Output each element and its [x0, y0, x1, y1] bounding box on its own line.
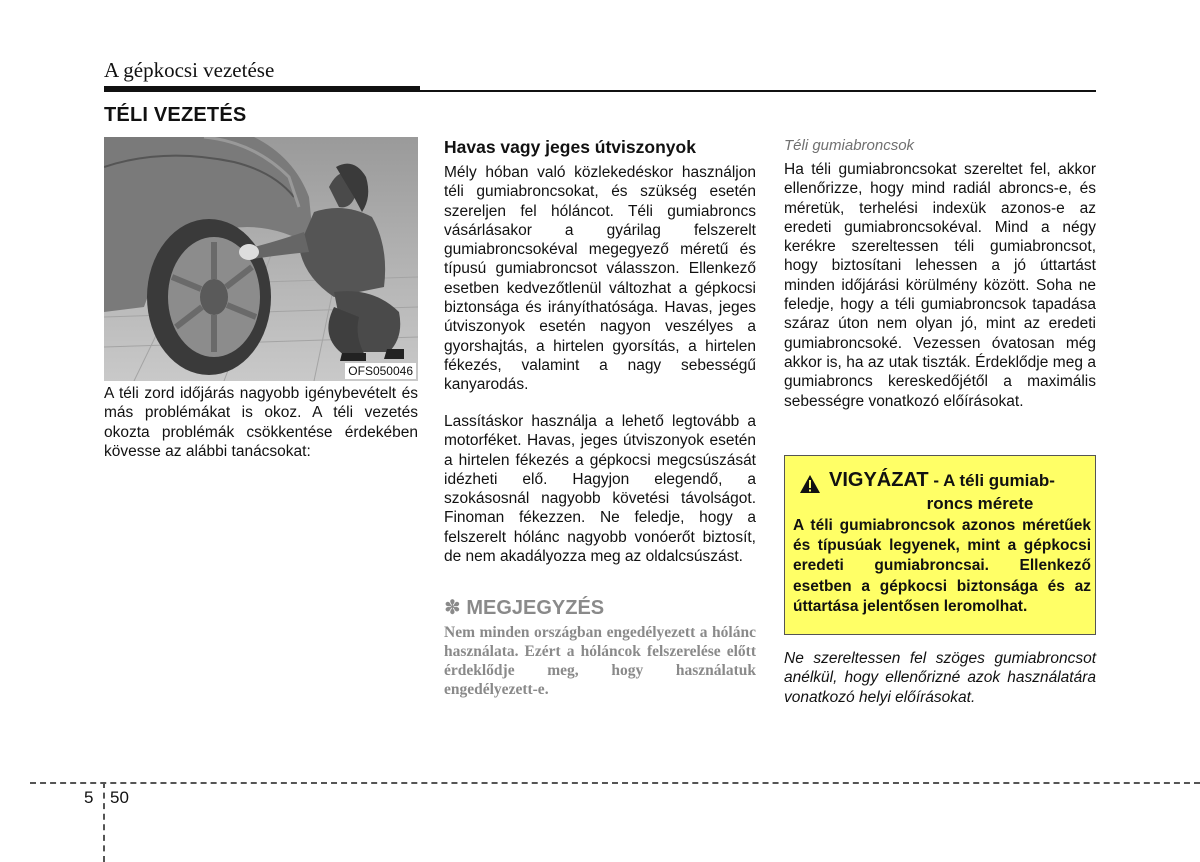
- caution-subtitle-line1: A téli gumiab-: [943, 471, 1055, 490]
- caution-dash: -: [928, 471, 944, 490]
- studded-tires-paragraph: Ne szereltessen fel szöges gumiabroncsot anélkül, hogy ellenőrizné azok használatára vonatkozó helyi előírásokat.: [784, 650, 1096, 706]
- winter-tires-paragraph: Ha téli gumiabroncsokat szereltet fel, akkor ellenőrizze, hogy mind radiál abroncs-e, és méretük, terhelési indexük azonos-e az eredeti gumiabroncsokéval. Mind a négy kerékre szereltessen téli gumiabroncsot, hogy biztosítani lehessen a jó úttartást minden időjárási körülmény között. Soha ne feledje, hogy a téli gumiabroncsok tapadása száraz úton nem olyan jó, mint az eredeti gumiabroncsoké. Vezessen óvatosan még akkor is, ha az utak tiszták. Érdeklődje meg a gumiabroncs kereskedőjétől a maximális sebességre vonatkozó előírásokat.: [784, 161, 1096, 410]
- caution-body: A téli gumiabroncsok azonos méretűek és típusúak legyenek, mint a gépkocsi eredeti gumiabroncsai. Ellenkező esetben a gépkocsi biztonsága és az úttartása jelentősen leromolhat.: [793, 517, 1091, 615]
- footer-dashed-divider: [103, 782, 105, 862]
- caution-label: VIGYÁZAT: [829, 469, 929, 491]
- note-body: Nem minden országban engedélyezett a hólánc használata. Ezért a hóláncok felszerelése előtt érdeklődje meg, hogy használatuk engedélyezett-e.: [444, 624, 756, 698]
- figure-code-label: OFS050046: [345, 363, 416, 379]
- snowy-roads-paragraph-2: Lassításkor használja a lehető legtovább a motorféket. Havas, jeges útviszonyok esetén a hirtelen fékezés a gépkocsi megcsúszását idézheti elő. Hagyjon elegendő, a szokásosnál nagyobb követési távolságot. Finoman fékezzen. Ne feledje, hogy a felszerelt hólánc nagyobb vonóerőt biztosít, de nem akadályozza meg az oldalcsúszást.: [444, 413, 756, 566]
- winter-tires-heading: Téli gumiabroncsok: [784, 137, 915, 154]
- illustration-drawing: [104, 137, 418, 381]
- snowy-roads-paragraph-1: Mély hóban való közlekedéskor használjon téli gumiabroncsokat, és szükség esetén szereljen fel hóláncot. Téli gumiabroncs vásárlásakor a gyárilag felszerelt gumiabroncsokéval megegyező méretű és típusú gumiabroncsot válasszon. Ellenkező esetben kedvezőtlenül változhat a gépkocsi biztonsága és irányíthatósága. Havas, jeges útviszonyok esetén nagyon veszélyes a gyorshajtás, a hirtelen gyorsítás, a hirtelen fékezés, valamint a nagy sebességű kanyarodás.: [444, 164, 756, 394]
- header-rule-thick: [104, 86, 420, 92]
- intro-paragraph: A téli zord időjárás nagyobb igénybevételt és más problémákat is okoz. A téli vezetés okozta problémák csökkentése érdekében kövesse az alábbi tanácsokat:: [104, 385, 418, 460]
- running-header: A gépkocsi vezetése: [104, 58, 275, 82]
- section-title: TÉLI VEZETÉS: [104, 104, 247, 126]
- winter-tire-illustration: [104, 137, 418, 381]
- caution-subtitle-line2: roncs mérete: [926, 494, 1034, 513]
- note-heading: [444, 595, 604, 620]
- note-heading-text: MEGJEGYZÉS: [466, 597, 605, 619]
- footer-dashed-rule: [30, 782, 1200, 784]
- warning-triangle-icon: [799, 474, 821, 494]
- page-section-number: 5: [84, 788, 94, 807]
- caution-box: [784, 455, 1096, 635]
- page-number: 50: [110, 788, 129, 807]
- note-asterisk-icon: ✽: [444, 597, 461, 619]
- snowy-roads-heading: Havas vagy jeges útviszonyok: [444, 137, 696, 157]
- caution-title: [829, 469, 1091, 515]
- header-rule-thin: [420, 90, 1096, 92]
